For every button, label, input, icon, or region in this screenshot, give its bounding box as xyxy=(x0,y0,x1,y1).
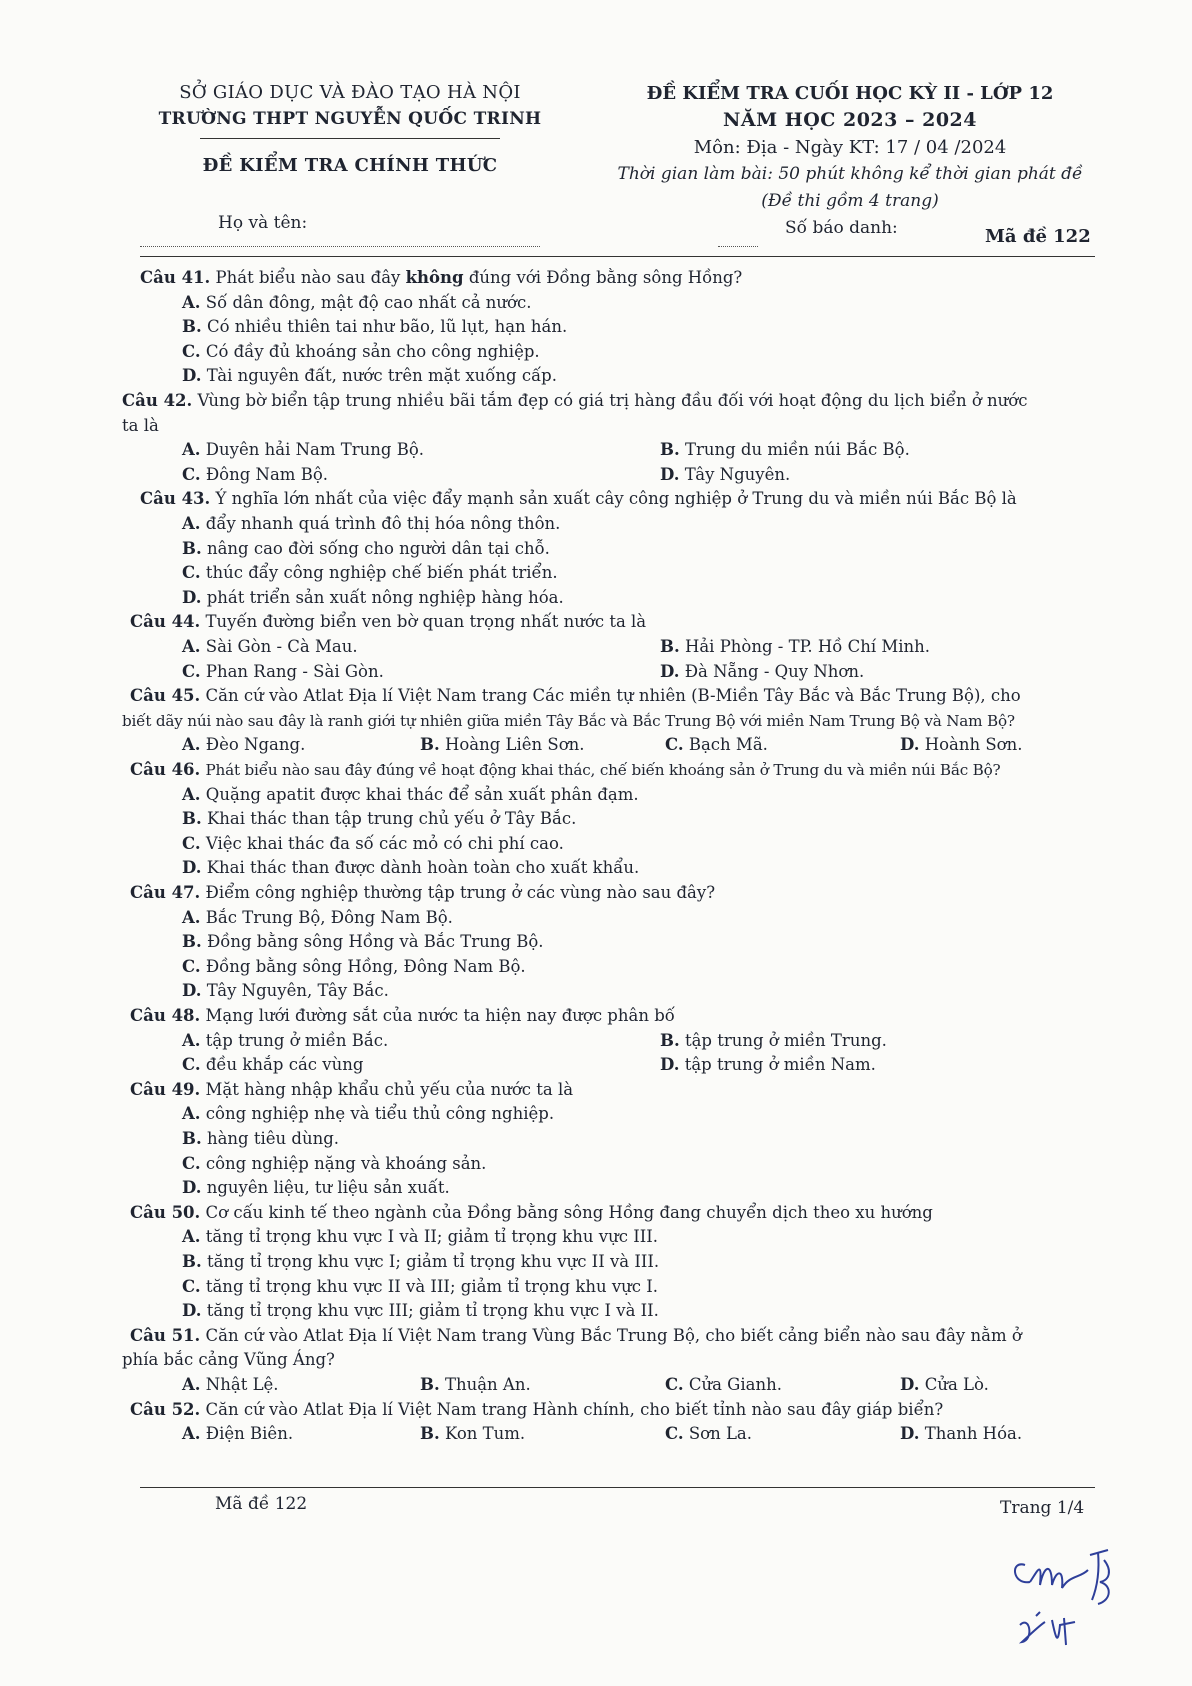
option: C. Phan Rang - Sài Gòn. xyxy=(182,661,384,681)
option: D. Tây Nguyên. xyxy=(660,464,791,484)
option: C. Bạch Mã. xyxy=(665,735,768,755)
footer-rule xyxy=(140,1487,1095,1488)
option: C. Có đầy đủ khoáng sản cho công nghiệp. xyxy=(182,341,540,361)
option: A. Sài Gòn - Cà Mau. xyxy=(182,637,358,656)
option: D. Đà Nẵng - Quy Nhơn. xyxy=(660,661,865,681)
option: D. Tây Nguyên, Tây Bắc. xyxy=(182,981,389,1001)
option: C. công nghiệp nặng và khoáng sản. xyxy=(182,1153,487,1173)
question-42: Câu 42. Vùng bờ biển tập trung nhiều bãi tắm đẹp có giá trị hàng đầu đối với hoạt động du lịch biển ở nước xyxy=(122,391,1028,410)
question-45: Câu 45. Căn cứ vào Atlat Địa lí Việt Nam trang Các miền tự nhiên (B-Miền Tây Bắc và Bắc Trung Bộ), cho xyxy=(130,686,1021,706)
exam-code: Mã đề 122 xyxy=(985,226,1091,247)
option: B. Có nhiều thiên tai như bão, lũ lụt, hạn hán. xyxy=(182,317,568,337)
footer-page-number: Trang 1/4 xyxy=(1000,1498,1085,1518)
handwritten-signature xyxy=(1000,1530,1140,1660)
id-dotted-line xyxy=(718,246,758,247)
option: B. nâng cao đời sống cho người dân tại chỗ. xyxy=(182,538,550,558)
option: D. Tài nguyên đất, nước trên mặt xuống cấp. xyxy=(182,366,557,386)
option: C. Đồng bằng sông Hồng, Đông Nam Bộ. xyxy=(182,956,526,976)
question-emphasis: không xyxy=(405,268,464,287)
option: C. Đông Nam Bộ. xyxy=(182,464,328,484)
question-48: Câu 48. Mạng lưới đường sắt của nước ta hiện nay được phân bố xyxy=(130,1006,675,1025)
candidate-id-label: Số báo danh: xyxy=(785,218,898,238)
option: C. tăng tỉ trọng khu vực II và III; giảm tỉ trọng khu vực I. xyxy=(182,1276,659,1296)
official-label: ĐỀ KIỂM TRA CHÍNH THỨC xyxy=(202,155,498,176)
question-number: Câu 41. xyxy=(140,268,211,287)
exam-title: ĐỀ KIỂM TRA CUỐI HỌC KỲ II - LỚP 12 xyxy=(646,83,1054,104)
option: C. thúc đẩy công nghiệp chế biến phát triển. xyxy=(182,563,558,583)
option: D. Hoành Sơn. xyxy=(900,735,1023,755)
question-50: Câu 50. Cơ cấu kinh tế theo ngành của Đồng bằng sông Hồng đang chuyển dịch theo xu hướng xyxy=(130,1202,933,1222)
option: B. hàng tiêu dùng. xyxy=(182,1129,340,1148)
question-43: Câu 43. Ý nghĩa lớn nhất của việc đẩy mạnh sản xuất cây công nghiệp ở Trung du và miền núi Bắc Bộ là xyxy=(140,489,1017,509)
name-dotted-line xyxy=(140,246,540,247)
option: B. Hải Phòng - TP. Hồ Chí Minh. xyxy=(660,637,931,656)
option: C. đều khắp các vùng xyxy=(182,1055,364,1075)
footer-exam-code: Mã đề 122 xyxy=(215,1494,308,1514)
subject-date: Môn: Địa - Ngày KT: 17 / 04 /2024 xyxy=(693,137,1007,158)
option: D. Khai thác than được dành hoàn toàn cho xuất khẩu. xyxy=(182,858,640,878)
option: B. Thuận An. xyxy=(420,1375,531,1394)
time-allowed: Thời gian làm bài: 50 phút không kể thời gian phát đề xyxy=(617,164,1083,184)
option: B. tăng tỉ trọng khu vực I; giảm tỉ trọng khu vực II và III. xyxy=(182,1252,660,1271)
option: A. Duyên hải Nam Trung Bộ. xyxy=(182,440,425,460)
page-count: (Đề thi gồm 4 trang) xyxy=(761,191,939,211)
option: A. Nhật Lệ. xyxy=(182,1375,279,1394)
question-47: Câu 47. Điểm công nghiệp thường tập trung ở các vùng nào sau đây? xyxy=(130,883,716,902)
name-label: Họ và tên: xyxy=(218,213,308,233)
question-49: Câu 49. Mặt hàng nhập khẩu chủ yếu của nước ta là xyxy=(130,1079,574,1099)
option: C. Cửa Gianh. xyxy=(665,1375,782,1394)
header-right xyxy=(600,80,1100,215)
question-continuation: phía bắc cảng Vũng Áng? xyxy=(122,1350,335,1370)
question-52: Câu 52. Căn cứ vào Atlat Địa lí Việt Nam trang Hành chính, cho biết tỉnh nào sau đây giáp biển? xyxy=(130,1399,944,1419)
question-text: Phát biểu nào sau đây xyxy=(215,268,401,287)
option: A. Điện Biên. xyxy=(182,1424,294,1444)
option: D. tăng tỉ trọng khu vực III; giảm tỉ trọng khu vực I và II. xyxy=(182,1301,659,1321)
option: D. Thanh Hóa. xyxy=(900,1424,1023,1444)
department-name: SỞ GIÁO DỤC VÀ ĐÀO TẠO HÀ NỘI xyxy=(179,82,521,103)
option: A. tăng tỉ trọng khu vực I và II; giảm tỉ trọng khu vực III. xyxy=(182,1227,659,1247)
option: A. Bắc Trung Bộ, Đông Nam Bộ. xyxy=(182,907,453,927)
option: B. tập trung ở miền Trung. xyxy=(660,1030,887,1050)
option: B. Trung du miền núi Bắc Bộ. xyxy=(660,440,910,460)
option: A. tập trung ở miền Bắc. xyxy=(182,1030,389,1050)
option: D. tập trung ở miền Nam. xyxy=(660,1055,876,1075)
question-41 xyxy=(140,266,742,291)
question-continuation: biết dãy núi nào sau đây là ranh giới tự nhiên giữa miền Tây Bắc và Bắc Trung Bộ với miền Nam Trung Bộ và Nam Bộ? xyxy=(122,711,1015,730)
question-51: Câu 51. Căn cứ vào Atlat Địa lí Việt Nam trang Vùng Bắc Trung Bộ, cho biết cảng biển nào sau đây nằm ở xyxy=(130,1325,1022,1345)
option: B. Đồng bằng sông Hồng và Bắc Trung Bộ. xyxy=(182,932,544,952)
option: A. công nghiệp nhẹ và tiểu thủ công nghiệp. xyxy=(182,1104,555,1124)
question-continuation: ta là xyxy=(122,415,159,435)
header-bottom-rule xyxy=(140,256,1095,257)
question-text: đúng với Đồng bằng sông Hồng? xyxy=(468,268,743,287)
header-divider xyxy=(200,138,500,139)
school-name: TRƯỜNG THPT NGUYỄN QUỐC TRINH xyxy=(158,109,542,129)
option: D. Cửa Lò. xyxy=(900,1375,989,1394)
option: A. đẩy nhanh quá trình đô thị hóa nông thôn. xyxy=(182,514,561,533)
option: B. Khai thác than tập trung chủ yếu ở Tây Bắc. xyxy=(182,809,577,829)
option: B. Hoàng Liên Sơn. xyxy=(420,735,585,755)
option: A. Quặng apatit được khai thác để sản xuất phân đạm. xyxy=(182,784,639,804)
option: A. Số dân đông, mật độ cao nhất cả nước. xyxy=(182,292,532,312)
option: D. phát triển sản xuất nông nghiệp hàng hóa. xyxy=(182,587,564,607)
option: C. Việc khai thác đa số các mỏ có chi phí cao. xyxy=(182,833,564,853)
question-46: Câu 46. Phát biểu nào sau đây đúng về hoạt động khai thác, chế biến khoáng sản ở Trung du và miền núi Bắc Bộ? xyxy=(130,760,1001,779)
option: C. Sơn La. xyxy=(665,1424,752,1444)
school-year: NĂM HỌC 2023 – 2024 xyxy=(723,109,977,131)
question-44: Câu 44. Tuyến đường biển ven bờ quan trọng nhất nước ta là xyxy=(130,612,647,632)
option: A. Đèo Ngang. xyxy=(182,735,306,755)
option: B. Kon Tum. xyxy=(420,1424,526,1444)
header-left xyxy=(140,80,560,139)
option: D. nguyên liệu, tư liệu sản xuất. xyxy=(182,1178,450,1198)
